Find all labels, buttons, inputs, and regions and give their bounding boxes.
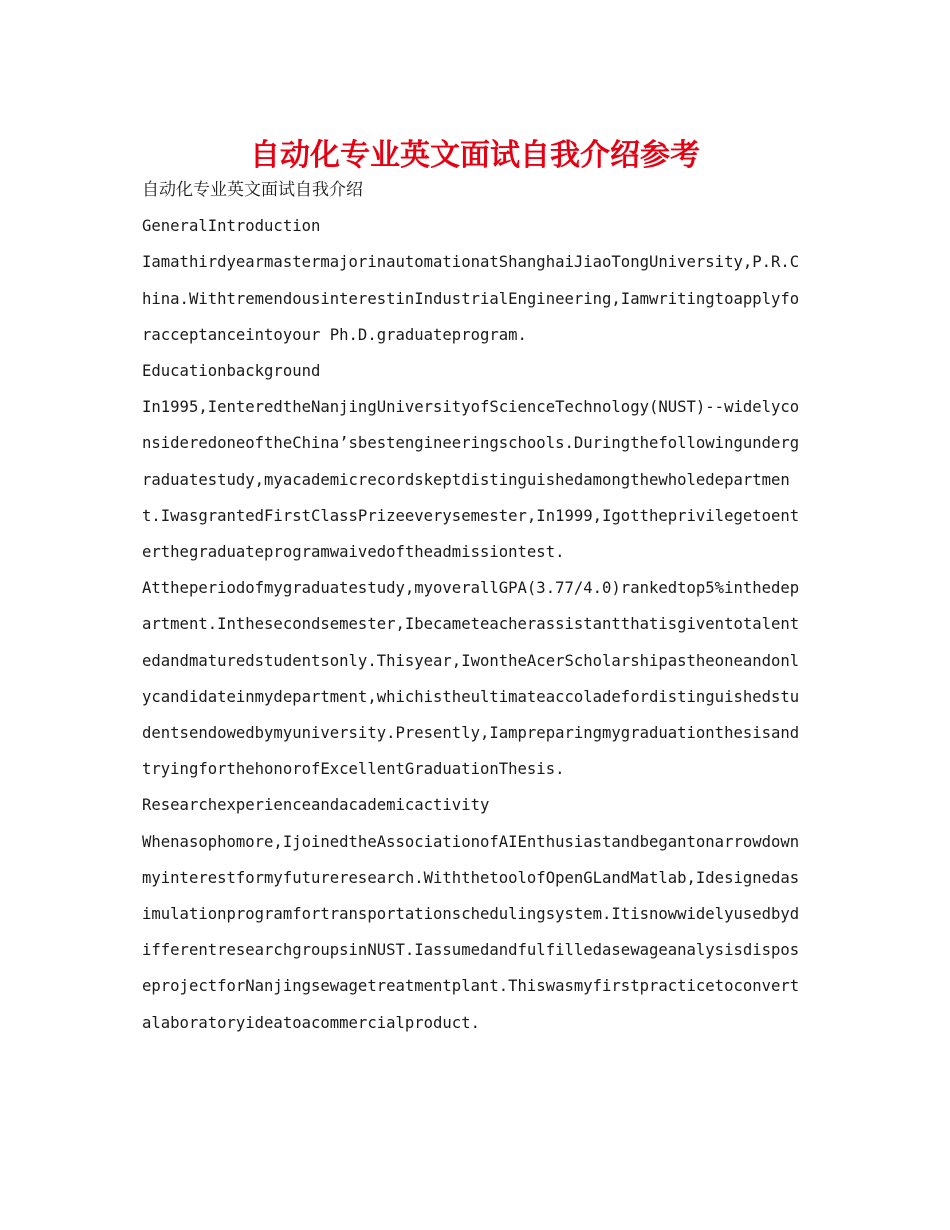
section-heading-general-introduction: GeneralIntroduction: [142, 217, 321, 236]
section-heading-research-experience: Researchexperienceandacademicactivity: [142, 796, 490, 815]
document-title: 自动化专业英文面试自我介绍参考: [250, 138, 700, 173]
section-heading-education-background: Educationbackground: [142, 362, 321, 381]
document-subtitle: 自动化专业英文面试自我介绍: [142, 180, 363, 200]
paragraph-education-graduate: Attheperiodofmygraduatestudy,myoverallGPA(3.77/4.0)rankedtop5%inthedepartment.Inthesecondsemester,Ibecameteacherassistantthatisgiventotalentedandmaturedstudentsonly.Thisyear,IwontheAcerScholarshipastheoneandonlycandidateinmydepartment,whichistheultimateaccoladefordistinguishedstudentsendowedbymyuniversity.Presently,IampreparingmygraduationthesisandtryingforthehonorofExcellentGraduationThesis.: [142, 579, 800, 779]
paragraph-introduction: IamathirdyearmastermajorinautomationatShanghaiJiaoTongUniversity,P.R.China.WithtremendousinterestinIndustrialEngineering,Iamwritingtoapplyforacceptanceintoyour Ph.D.graduateprogram.: [142, 253, 800, 344]
document-body: [142, 172, 806, 1041]
paragraph-education-undergraduate: In1995,IenteredtheNanjingUniversityofScienceTechnology(NUST)--widelyconsideredoneoftheChina’sbestengineeringschools.Duringthefollowingundergraduatestudy,myacademicrecordskeptdistinguishedamongthewholedepartment.IwasgrantedFirstClassPrizeeverysemester,In1999,Igottheprivilegetoenterthegraduateprogramwaivedoftheadmissiontest.: [142, 398, 800, 562]
paragraph-research-experience: Whenasophomore,IjoinedtheAssociationofAIEnthusiastandbegantonarrowdownmyinterestformyfutureresearch.WiththetoolofOpenGLandMatlab,Idesignedasimulationprogramfortransportationschedulingsystem.ItisnowwidelyusedbydifferentresearchgroupsinNUST.IassumedandfulfilledasewageanalysisdisposeprojectforNanjingsewagetreatmentplant.Thiswasmyfirstpracticetoconvertalaboratoryideatoacommercialproduct.: [142, 832, 800, 1032]
